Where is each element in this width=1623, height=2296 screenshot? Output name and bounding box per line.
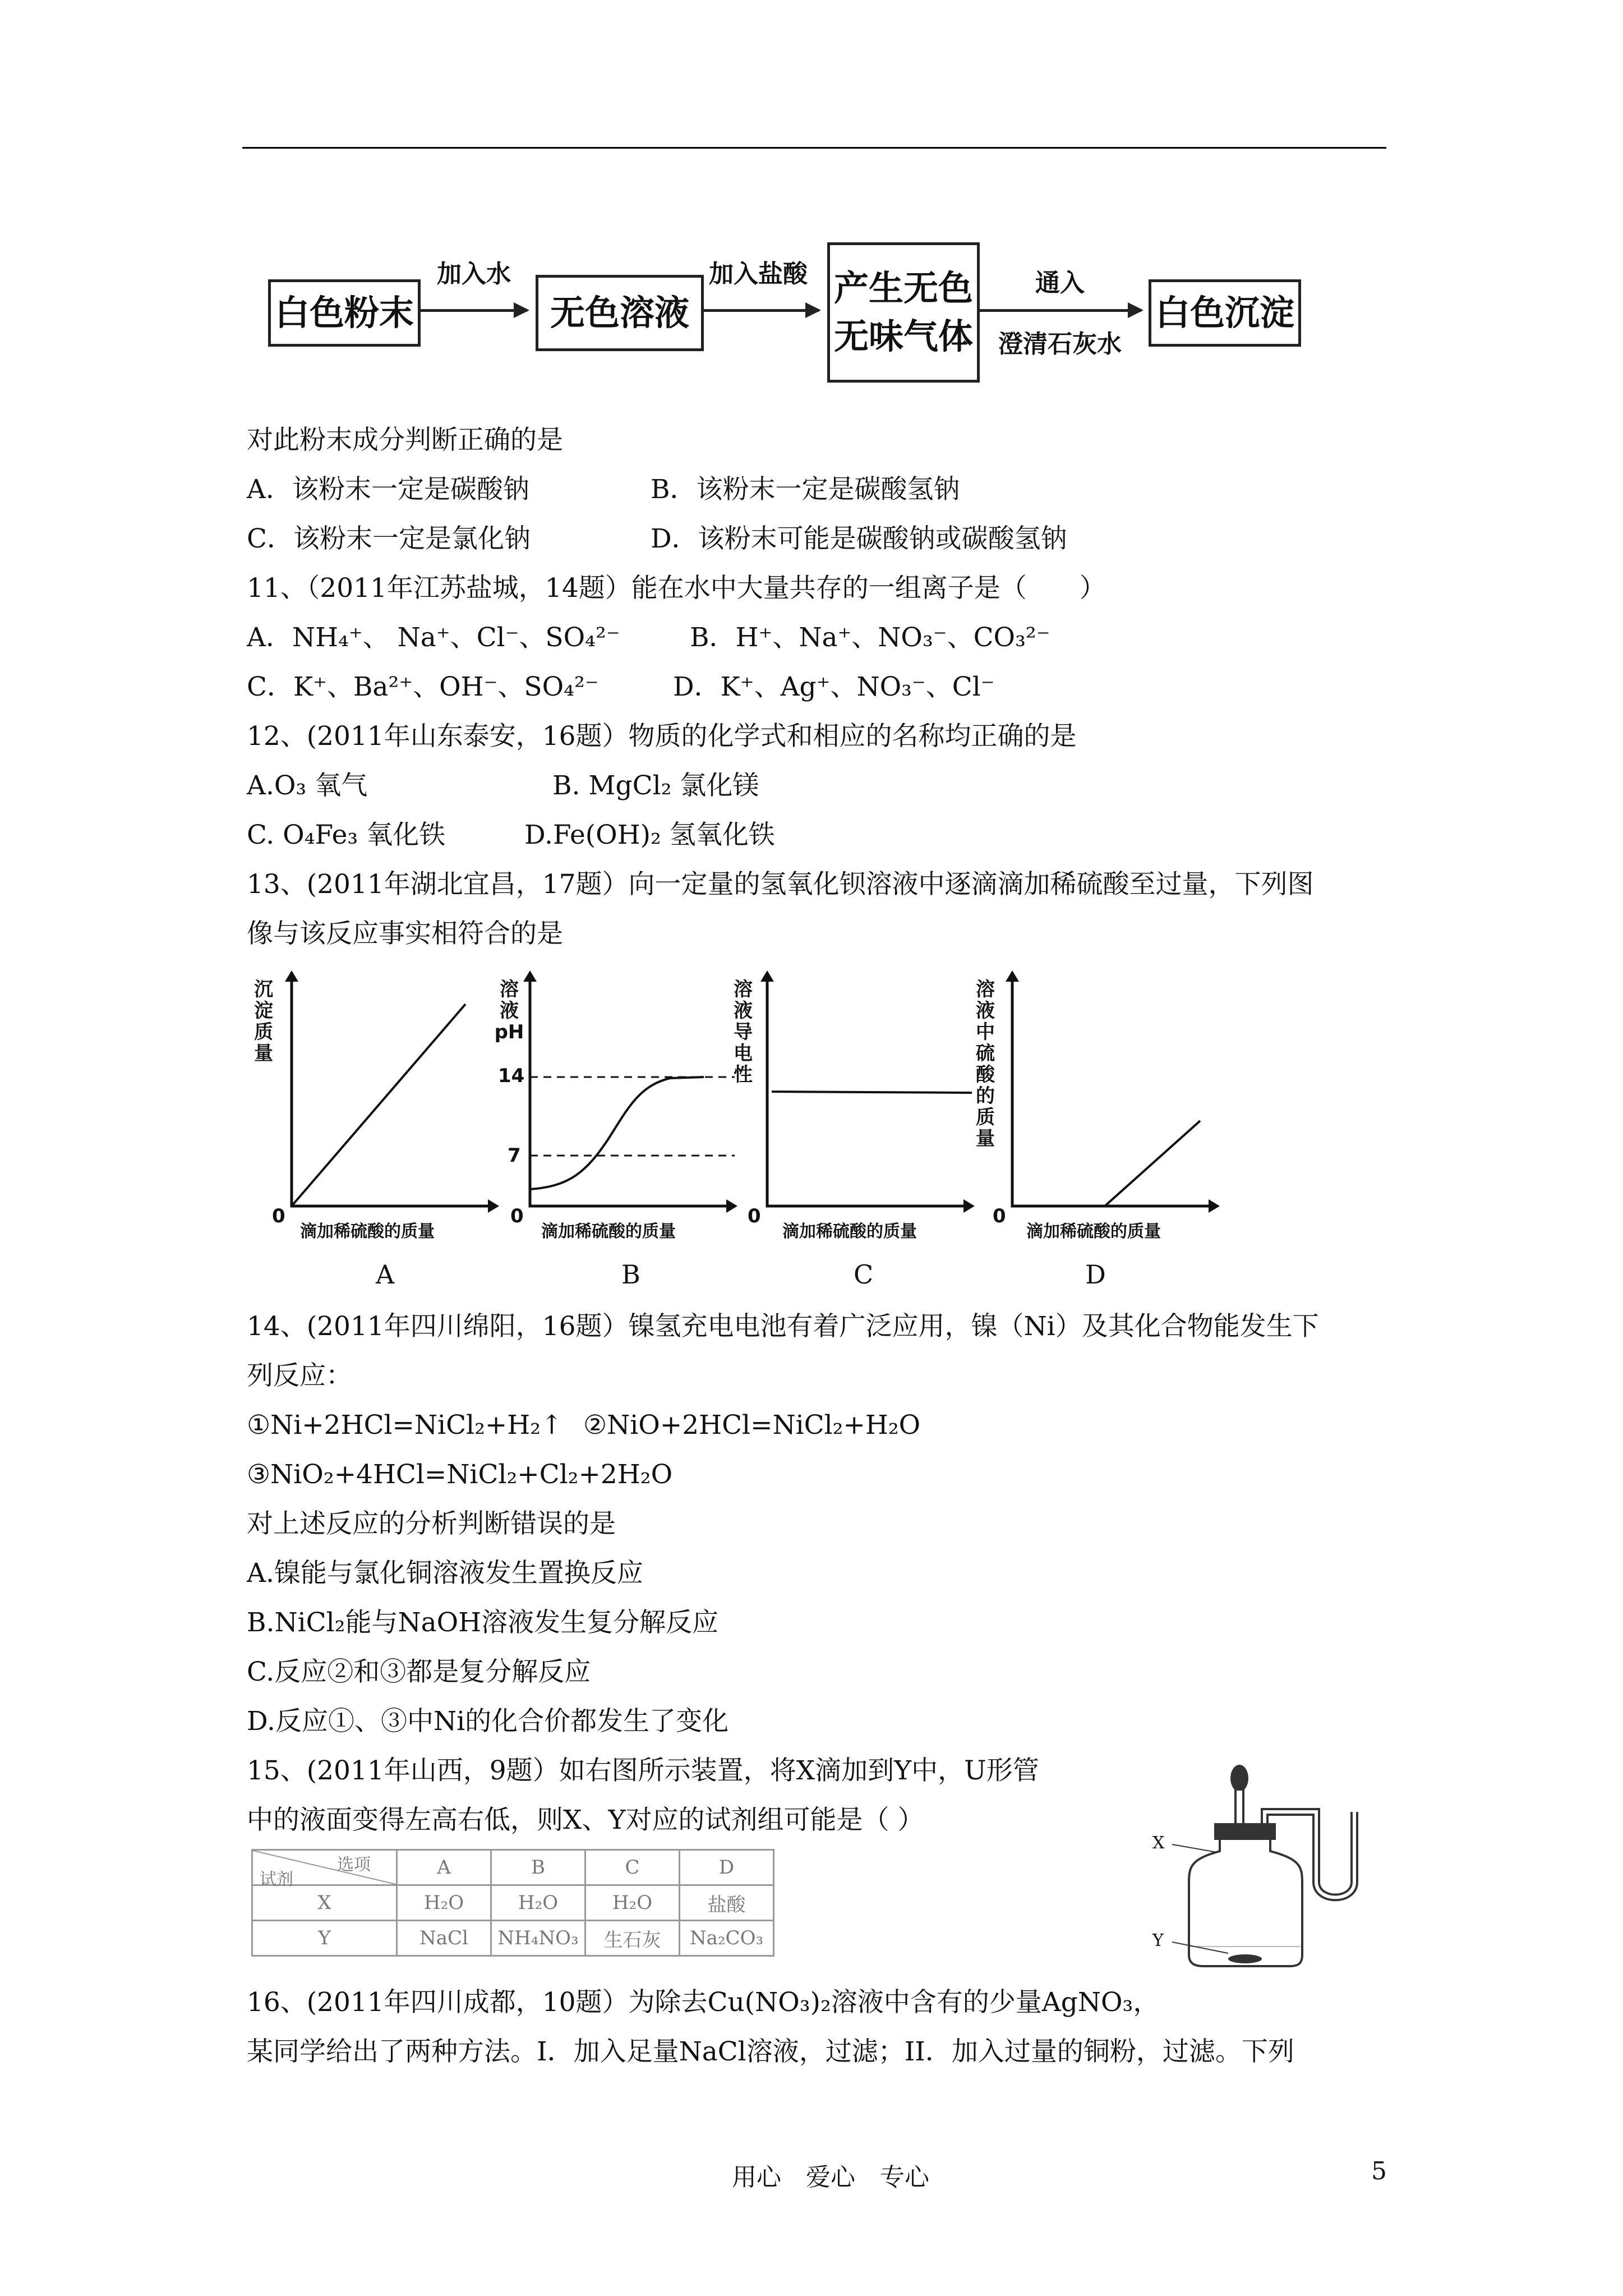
graph-c-letter: C [854,1259,874,1290]
graph-d-letter: D [1085,1259,1106,1290]
q14-equation-2: ②NiO+2HCl=NiCl₂+H₂O [583,1410,921,1441]
graph-d-ylabel: 溶液中硫酸的质量 [976,978,995,1150]
graph-a-origin: 0 [272,1205,285,1227]
table-col-d: D [680,1850,774,1885]
header-rule [242,147,1386,149]
graph-b-tick-7: 7 [508,1144,521,1167]
apparatus-label-x: X [1152,1833,1165,1853]
q14-stem-line1: 14、(2011年四川绵阳，16题）镍氢充电电池有着广泛应用，镍（Ni）及其化合物能发生下 [247,1311,1319,1342]
table-cell: Na₂CO₃ [680,1921,774,1956]
flow-arrow-label-pass: 通入 [1035,269,1085,297]
q16-stem-line2: 某同学给出了两种方法。I．加入足量NaCl溶液，过滤；II．加入过量的铜粉，过滤。下列 [247,2036,1294,2067]
q14-question: 对上述反应的分析判断错误的是 [247,1508,616,1539]
table-cell: NH₄NO₃ [491,1921,585,1956]
table-corner-bottom: 试剂 [260,1870,293,1889]
table-corner-top: 选项 [337,1855,371,1875]
q10-option-d: D．该粉末可能是碳酸钠或碳酸氢钠 [651,523,1067,554]
q10-option-c: C．该粉末一定是氯化钠 [247,523,531,554]
graph-a-letter: A [376,1259,395,1290]
q15-stem-line1: 15、(2011年山西，9题）如右图所示装置，将X滴加到Y中，U形管 [247,1755,1039,1786]
table-row-y-label: Y [252,1921,397,1956]
q12-option-c: C. O₄Fe₃ 氧化铁 [247,820,446,850]
table-col-a: A [397,1850,491,1885]
flow-box-white-powder: 白色粉末 [268,279,421,347]
graph-d-plot [1001,970,1225,1217]
q10-option-a: A．该粉末一定是碳酸钠 [247,474,529,505]
footer-motto: 用心 爱心 专心 [732,2163,929,2192]
graph-a-plot [280,970,499,1217]
q11-stem: 11、（2011年江苏盐城，14题）能在水中大量共存的一组离子是（ ） [247,573,1106,604]
q10-option-b: B．该粉末一定是碳酸氢钠 [651,474,960,505]
graph-b-origin: 0 [510,1205,524,1227]
graph-b-xlabel: 滴加稀硫酸的质量 [541,1222,676,1241]
q14-option-b: B.NiCl₂能与NaOH溶液发生复分解反应 [247,1607,719,1638]
table-cell: H₂O [491,1885,585,1921]
graph-d-origin: 0 [993,1205,1006,1227]
graph-c-xlabel: 滴加稀硫酸的质量 [782,1222,917,1241]
flow-arrow-2 [701,309,819,312]
graph-b-tick-14: 14 [498,1065,525,1087]
apparatus-label-y: Y [1152,1931,1164,1950]
flow-box-colorless-solution: 无色溶液 [536,275,704,351]
q11-option-a: A．NH₄⁺、 Na⁺、Cl⁻、SO₄²⁻ [247,622,620,653]
graph-c-origin: 0 [748,1205,761,1227]
q14-stem-line2: 列反应： [247,1360,352,1391]
flow-arrow-label-limewater: 澄清石灰水 [998,330,1122,358]
graph-b-ylabel: 溶液pH [494,978,524,1043]
graph-c-ylabel: 溶液导电性 [734,978,753,1086]
apparatus-drawing [1172,1756,1396,1975]
flow-box-gas: 产生无色 无味气体 [827,242,980,383]
flow-arrow-3 [979,309,1141,312]
q15-options-table [251,1849,774,1957]
q14-equation-1: ①Ni+2HCl=NiCl₂+H₂↑ [247,1410,563,1441]
q11-option-b: B．H⁺、Na⁺、NO₃⁻、CO₃²⁻ [690,622,1050,653]
graph-a-ylabel: 沉淀质量 [254,978,273,1065]
q12-option-a: A.O₃ 氧气 [247,770,368,801]
graph-b-letter: B [621,1259,640,1290]
table-cell: H₂O [397,1885,491,1921]
table-cell: 盐酸 [680,1885,774,1921]
q13-stem-line2: 像与该反应事实相符合的是 [247,918,563,949]
table-corner-cell [252,1850,397,1889]
q14-option-c: C.反应②和③都是复分解反应 [247,1657,591,1687]
flow-box-white-precipitate: 白色沉淀 [1149,279,1301,347]
table-cell: H₂O [585,1885,680,1921]
q12-option-d: D.Fe(OH)₂ 氢氧化铁 [524,820,775,850]
q12-stem: 12、(2011年山东泰安，16题）物质的化学式和相应的名称均正确的是 [247,721,1077,752]
q11-option-c: C．K⁺、Ba²⁺、OH⁻、SO₄²⁻ [247,671,599,702]
graph-c-plot [756,970,980,1217]
q16-stem-line1: 16、(2011年四川成都，10题）为除去Cu(NO₃)₂溶液中含有的少量AgNO₃， [247,1987,1160,2018]
table-col-c: C [585,1850,680,1885]
q14-equation-3: ③NiO₂+4HCl=NiCl₂+Cl₂+2H₂O [247,1459,673,1490]
table-col-b: B [491,1850,585,1885]
q13-stem-line1: 13、(2011年湖北宜昌，17题）向一定量的氢氧化钡溶液中逐滴滴加稀硫酸至过量，下列图 [247,869,1314,900]
table-row-x-label: X [252,1885,397,1921]
q15-stem-line2: 中的液面变得左高右低，则X、Y对应的试剂组可能是（ ） [247,1805,924,1835]
graph-d-xlabel: 滴加稀硫酸的质量 [1026,1222,1161,1241]
flow-arrow-label-water: 加入水 [437,260,511,288]
page-number: 5 [1371,2157,1387,2185]
q10-stem: 对此粉末成分判断正确的是 [247,425,563,455]
q14-option-d: D.反应①、③中Ni的化合价都发生了变化 [247,1706,729,1737]
q11-option-d: D．K⁺、Ag⁺、NO₃⁻、Cl⁻ [673,671,995,702]
flow-arrow-label-hcl: 加入盐酸 [709,260,808,288]
table-cell: 生石灰 [585,1921,680,1956]
q14-option-a: A.镍能与氯化铜溶液发生置换反应 [247,1558,643,1589]
graph-a-xlabel: 滴加稀硫酸的质量 [300,1222,435,1241]
table-cell: NaCl [397,1921,491,1956]
graph-b-plot [519,970,743,1217]
q12-option-b: B. MgCl₂ 氯化镁 [552,770,759,801]
flow-arrow-1 [418,309,527,312]
